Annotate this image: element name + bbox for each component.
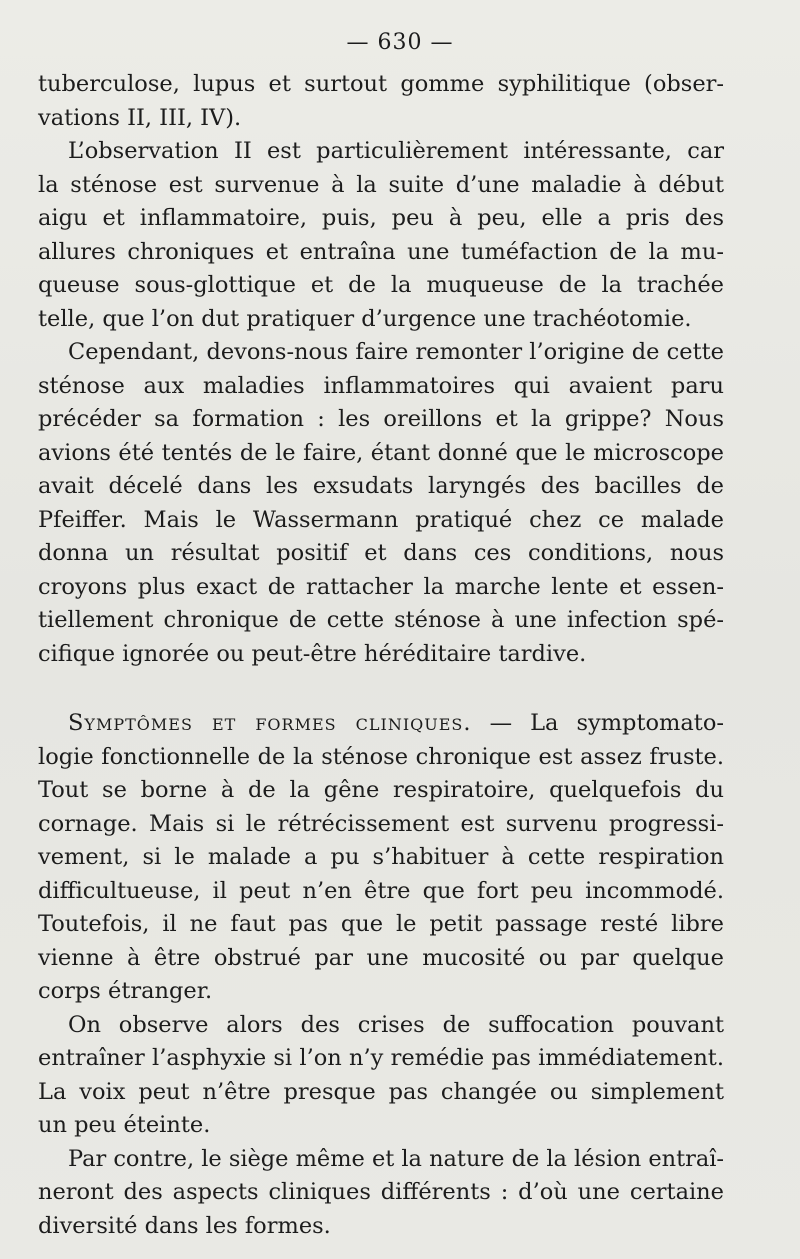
text-line: donna un résultat positif et dans ces conditions, nous <box>38 540 724 566</box>
text-line: tiellement chronique de cette sténose à une infection spé- <box>38 607 724 633</box>
text-line: la sténose est survenue à la suite d’une maladie à début <box>38 171 724 198</box>
text-line: cifique ignorée ou peut-être héréditaire tardive. <box>38 640 587 667</box>
text-line: diversité dans les formes. <box>38 1212 331 1239</box>
text-line: tuberculose, lupus et surtout gomme syphilitique (obser- <box>38 71 724 97</box>
paragraph <box>38 135 724 336</box>
text-line: un peu éteinte. <box>38 1112 211 1138</box>
paragraph <box>38 1143 724 1244</box>
text-line: difficultueuse, il peut n’en être que fort peu incommodé. <box>38 877 724 904</box>
text-line: aigu et inflammatoire, puis, peu à peu, elle a pris des <box>38 205 724 231</box>
text-line: Pfeiffer. Mais le Wassermann pratiqué chez ce malade <box>38 506 724 533</box>
text-line: cornage. Mais si le rétrécissement est survenu progressi- <box>38 810 724 837</box>
text-line: vienne à être obstrué par une mucosité ou par quelque <box>38 944 724 971</box>
section-gap <box>38 671 724 707</box>
paragraph <box>38 1009 724 1143</box>
text-line: queuse sous-glottique et de la muqueuse de la trachée <box>38 272 724 298</box>
text-line: Toutefois, il ne faut pas que le petit passage resté libre <box>38 911 724 937</box>
page-body <box>38 68 724 1243</box>
paragraph <box>38 68 724 135</box>
text-line: Par contre, le siège même et la nature de la lésion entraî- <box>68 1145 724 1172</box>
text-line: On observe alors des crises de suffocation pouvant <box>68 1011 724 1038</box>
text-line: logie fonctionnelle de la sténose chronique est assez fruste. <box>38 743 724 770</box>
text-line: sténose aux maladies inflammatoires qui avaient paru <box>38 372 724 399</box>
text-line: croyons plus exact de rattacher la marche lente et essen- <box>38 573 724 600</box>
text-line: vations II, III, IV). <box>38 104 242 131</box>
text-line: Tout se borne à de la gêne respiratoire, quelquefois du <box>38 777 724 803</box>
text-line: entraîner l’asphyxie si l’on n’y remédie pas immédiatement. <box>38 1045 724 1071</box>
heading-line <box>38 707 724 741</box>
text-line: La voix peut n’être presque pas changée ou simplement <box>38 1078 724 1105</box>
text-line: avait décelé dans les exsudats laryngés des bacilles de <box>38 473 724 499</box>
text-line: corps étranger. <box>38 978 213 1004</box>
text-line: L’observation II est particulièrement intéressante, car <box>68 138 724 164</box>
text-line: Cependant, devons-nous faire remonter l’origine de cette <box>68 339 724 365</box>
paragraph <box>38 707 724 1009</box>
text-line: avions été tentés de le faire, étant donné que le microscope <box>38 439 724 466</box>
text-line: précéder sa formation : les oreillons et la grippe? Nous <box>38 406 724 432</box>
text-line: allures chroniques et entraîna une tuméfaction de la mu- <box>38 238 724 265</box>
text-line: vement, si le malade a pu s’habituer à cette respiration <box>38 844 724 870</box>
section-heading: Symptômes et formes cliniques. <box>68 710 472 736</box>
paragraph <box>38 336 724 671</box>
heading-continuation: — La symptomato- <box>471 710 724 736</box>
text-line: telle, que l’on dut pratiquer d’urgence une trachéotomie. <box>38 305 692 332</box>
page-number: — 630 — <box>346 30 454 55</box>
text-line: neront des aspects cliniques différents : d’où une certaine <box>38 1179 724 1205</box>
